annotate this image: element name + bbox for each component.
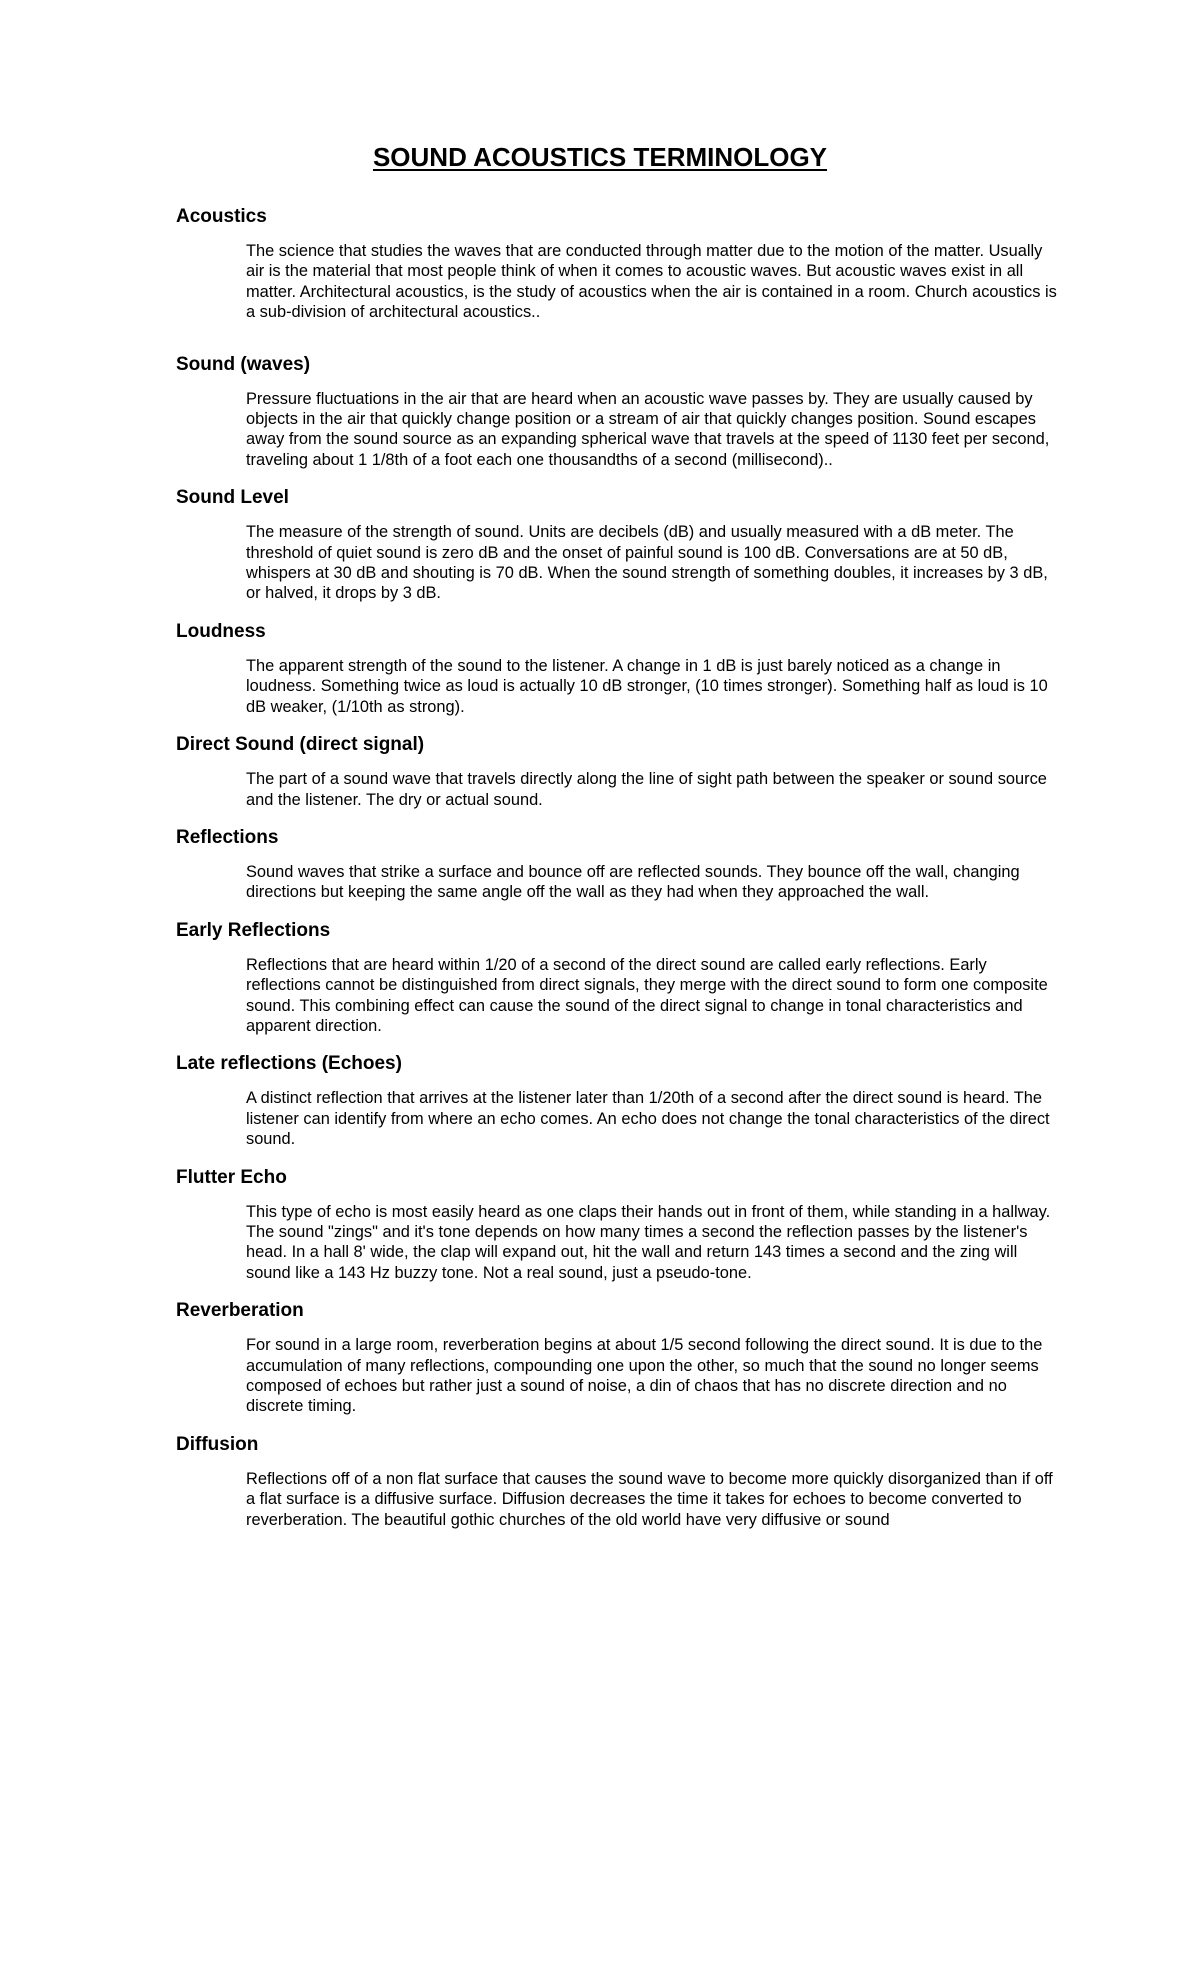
term-reflections	[176, 824, 1076, 903]
term-definition: The science that studies the waves that are conducted through matter due to the motion of the matter. Usually air is the material that most people think of when it comes to acoustic waves. But acoustic waves exist in all matter. Architectural acoustics, is the study of acoustics when the air is contained in a room. Church acoustics is a sub-division of architectural acoustics..	[246, 242, 1057, 322]
term-sound-waves	[176, 351, 1076, 471]
term-late-reflections	[176, 1050, 1076, 1149]
term-heading: Sound (waves)	[176, 353, 311, 375]
term-heading: Late reflections (Echoes)	[176, 1053, 402, 1075]
term-definition: For sound in a large room, reverberation begins at about 1/5 second following the direct sound. It is due to the accumulation of many reflections, compounding one upon the other, so much that the sound no longer seems composed of echoes but rather just a sound of noise, a din of chaos that has no discrete direction and no discrete timing.	[246, 1336, 1043, 1416]
term-acoustics	[176, 203, 1076, 323]
term-loudness	[176, 618, 1076, 717]
term-heading: Acoustics	[176, 206, 267, 227]
term-heading: Reflections	[176, 826, 279, 848]
term-definition: This type of echo is most easily heard as one claps their hands out in front of them, while standing in a hallway. The sound "zings" and it's tone depends on how many times a second the reflection passes by the listener's head. In a hall 8' wide, the clap will expand out, hit the wall and return 143 times a second and the zing will sound like a 143 Hz buzzy tone. Not a real sound, just a pseudo-tone.	[246, 1202, 1051, 1282]
terms-list	[176, 203, 1076, 1530]
term-heading: Diffusion	[176, 1433, 259, 1455]
term-heading: Early Reflections	[176, 919, 331, 941]
term-diffusion	[176, 1431, 1076, 1530]
term-heading: Sound Level	[176, 487, 289, 509]
term-early-reflections	[176, 917, 1076, 1037]
term-heading: Loudness	[176, 620, 266, 642]
term-definition: Reflections that are heard within 1/20 of a second of the direct sound are called early reflections. Early reflections cannot be distinguished from direct signals, they merge with the direct sound to form one composite sound. This combining effect can cause the sound of the direct signal to change in tonal characteristics and apparent direction.	[246, 955, 1048, 1035]
term-definition: Sound waves that strike a surface and bounce off are reflected sounds. They bounce off the wall, changing directions but keeping the same angle off the wall as they had when they approached the wall.	[246, 862, 1020, 902]
term-definition: Reflections off of a non flat surface that causes the sound wave to become more quickly disorganized than if off a flat surface is a diffusive surface. Diffusion decreases the time it takes for echoes to become converted to reverberation. The beautiful gothic churches of the old world have very diffusive or sound	[246, 1469, 1053, 1529]
term-heading: Direct Sound (direct signal)	[176, 734, 425, 756]
term-sound-level	[176, 484, 1076, 604]
term-definition: The measure of the strength of sound. Units are decibels (dB) and usually measured with a dB meter. The threshold of quiet sound is zero dB and the onset of painful sound is 100 dB. Conversations are at 50 dB, whispers at 30 dB and shouting is 70 dB. When the sound strength of something doubles, it increases by 3 dB, or halved, it drops by 3 dB.	[246, 523, 1048, 603]
term-definition: The part of a sound wave that travels directly along the line of sight path between the speaker or sound source and the listener. The dry or actual sound.	[246, 770, 1047, 809]
term-definition: The apparent strength of the sound to the listener. A change in 1 dB is just barely noticed as a change in loudness. Something twice as loud is actually 10 dB stronger, (10 times stronger). Something half as loud is 10 dB weaker, (1/10th as strong).	[246, 656, 1048, 716]
term-heading: Flutter Echo	[176, 1166, 287, 1188]
term-reverberation	[176, 1297, 1076, 1417]
term-direct-sound	[176, 731, 1076, 810]
term-definition: Pressure fluctuations in the air that are heard when an acoustic wave passes by. They are usually caused by objects in the air that quickly change position or a stream of air that quickly changes position. Sound escapes away from the sound source as an expanding spherical wave that travels at the speed of 1130 feet per second, traveling about 1 1/8th of a foot each one thousandths of a second (millisecond)..	[246, 389, 1050, 469]
term-flutter-echo	[176, 1164, 1076, 1284]
term-definition: A distinct reflection that arrives at the listener later than 1/20th of a second after the direct sound is heard. The listener can identify from where an echo comes. An echo does not change the tonal characteristics of the direct sound.	[246, 1089, 1050, 1149]
page-title: SOUND ACOUSTICS TERMINOLOGY	[372, 142, 828, 172]
term-heading: Reverberation	[176, 1300, 304, 1322]
